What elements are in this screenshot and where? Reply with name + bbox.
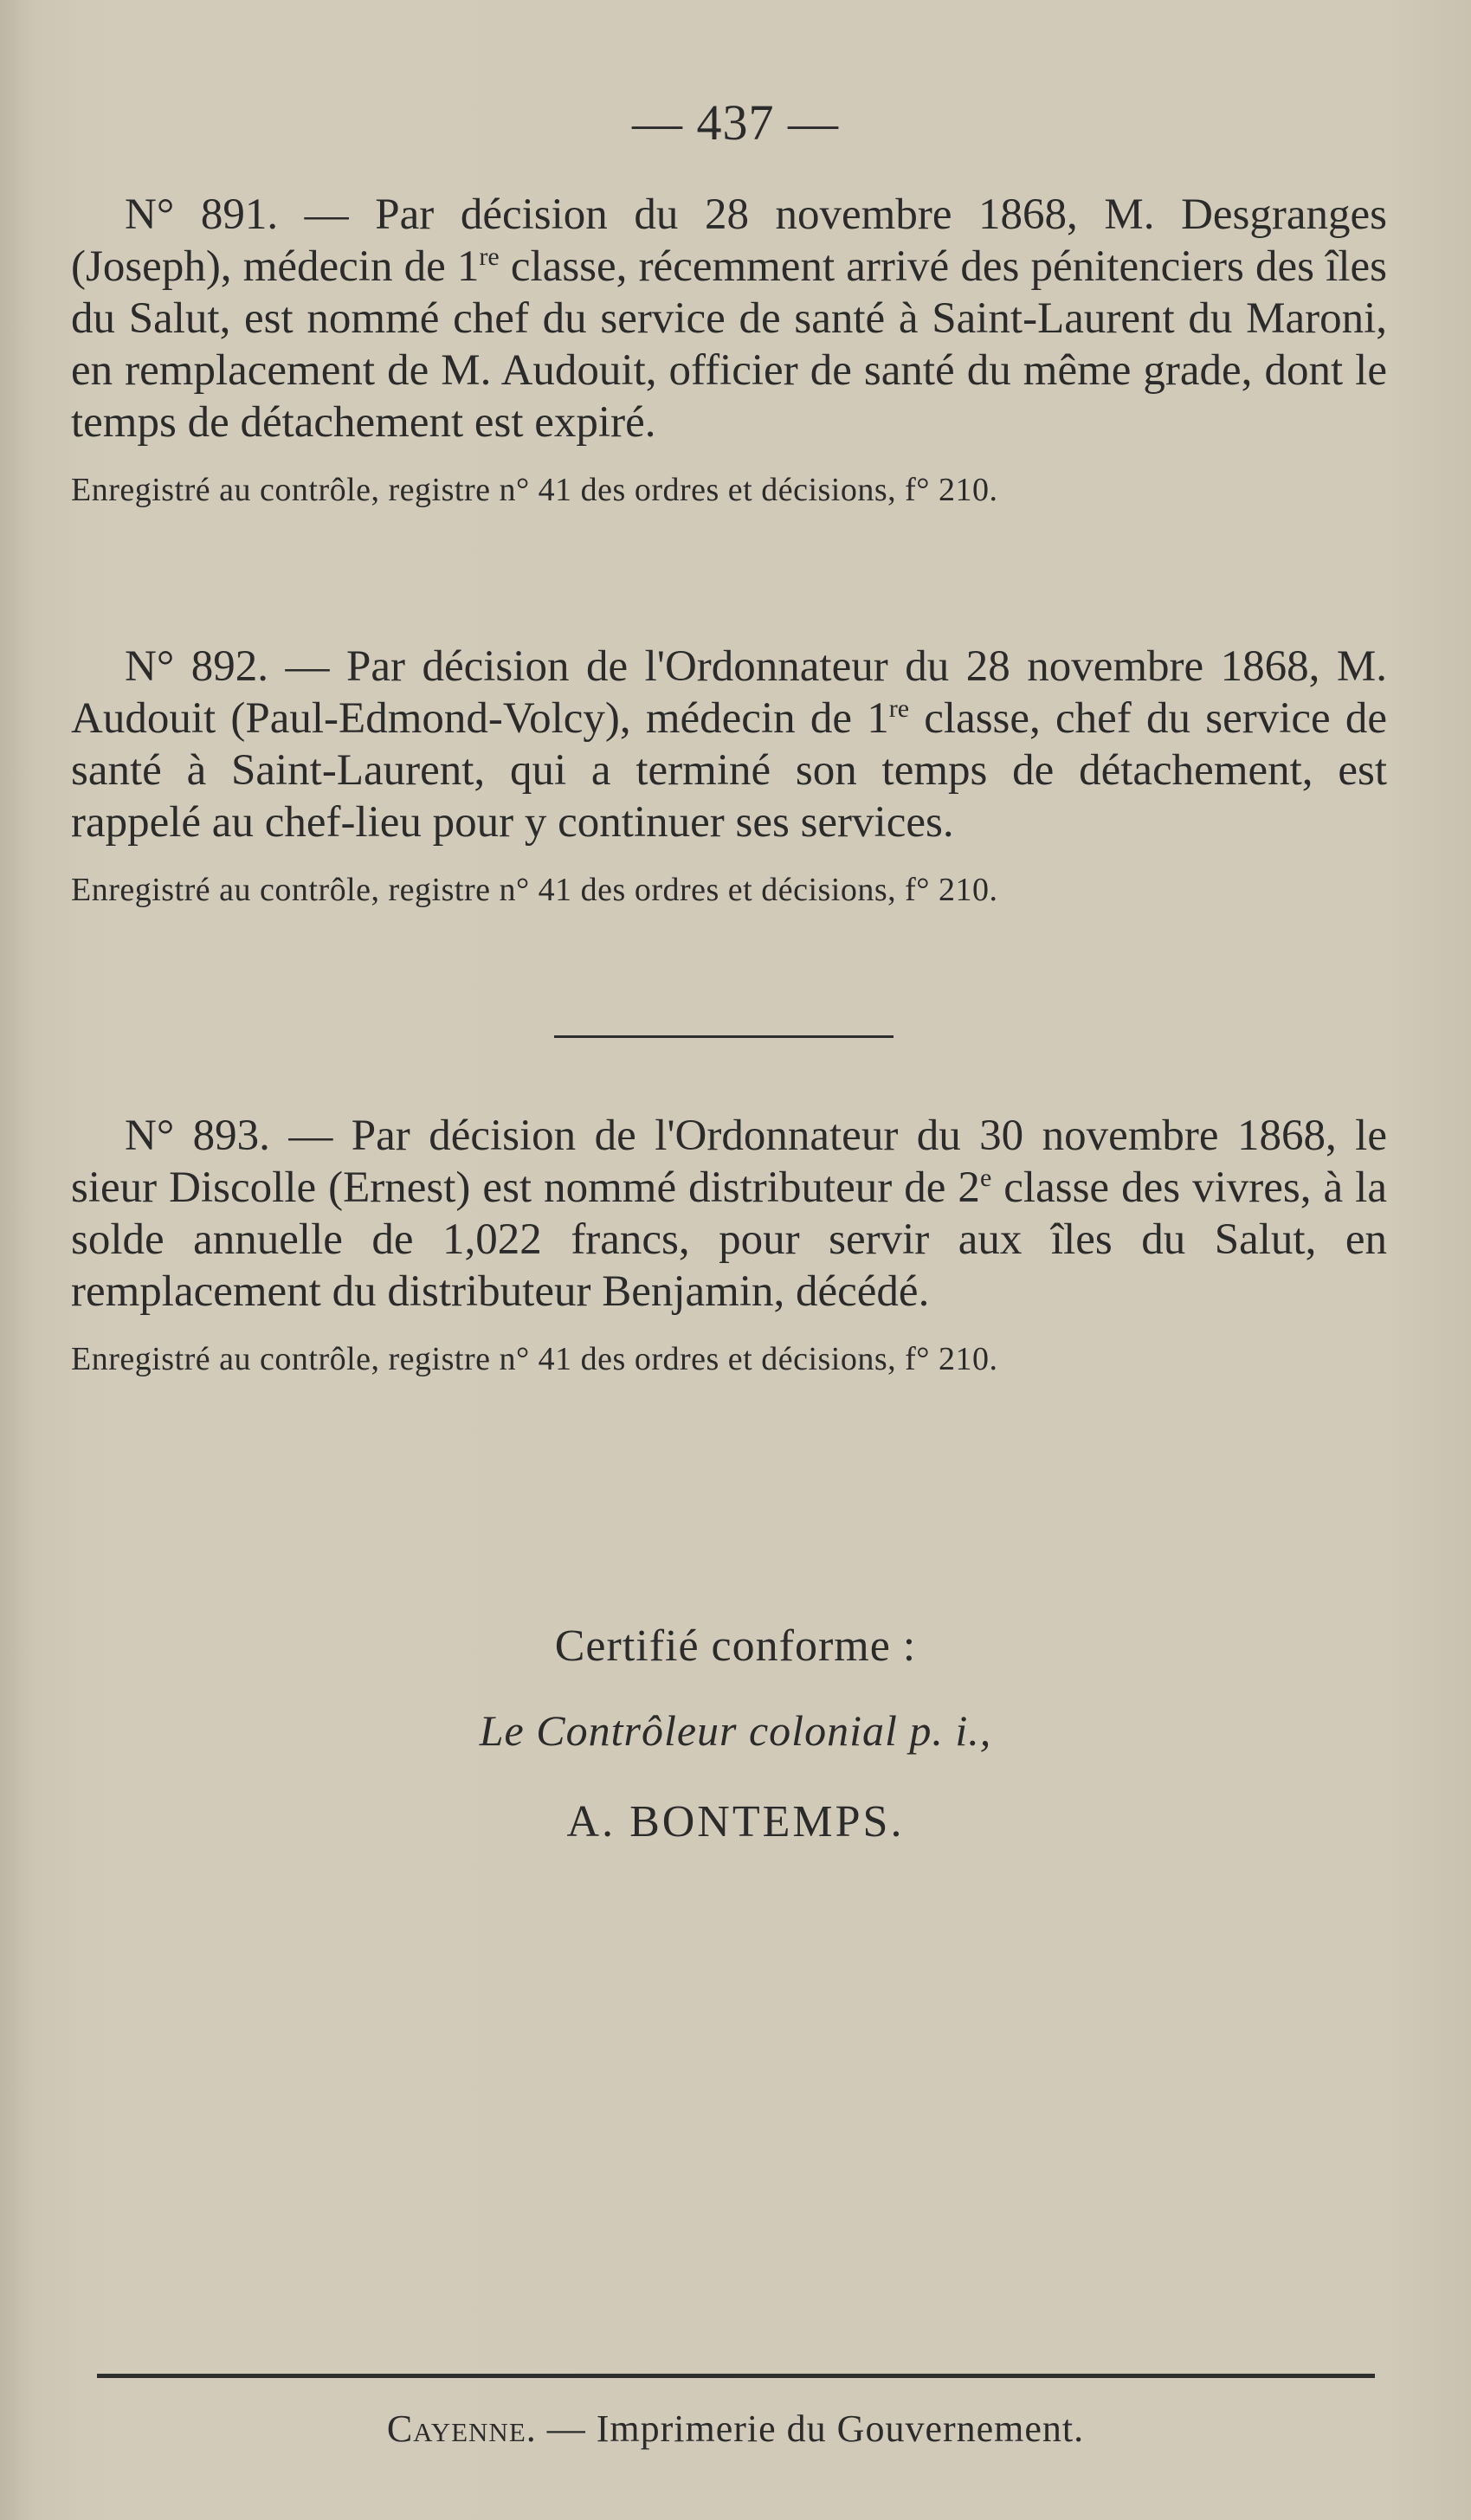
page-number: — 437 —: [632, 94, 839, 151]
footer-rule: [97, 2374, 1375, 2378]
entry-891: [71, 189, 1387, 509]
printer-imprint: [0, 2407, 1471, 2451]
entry-text: — Par décision de l'Ordonnateur du 28 novembre 1868, M. Audouit (Paul-Edmond-Volcy), médecin de 1: [71, 642, 1387, 743]
registration-note: Enregistré au contrôle, registre n° 41 des ordres et décisions, f° 210.: [71, 872, 998, 908]
entry-text-continued: classe des vivres, à la solde annuelle de 1,022 francs, pour servir aux îles du Salut, en remplacement du distributeur Benjamin, décédé.: [71, 1163, 1387, 1316]
entry-number: N° 891.: [125, 190, 279, 239]
section-divider: [554, 1035, 894, 1038]
imprint-printer: — Imprimerie du Gouvernement.: [536, 2407, 1085, 2450]
entry-number: N° 893.: [125, 1112, 270, 1160]
registration-note: Enregistré au contrôle, registre n° 41 des ordres et décisions, f° 210.: [71, 472, 998, 508]
entry-893: [71, 1110, 1387, 1378]
entry-paragraph: [71, 189, 1387, 448]
ordinal-suffix: e: [979, 1163, 992, 1192]
entry-paragraph: [71, 641, 1387, 848]
entry-number: N° 892.: [125, 642, 268, 691]
entry-text: — Par décision du 28 novembre 1868, M. Desgranges (Joseph), médecin de 1: [71, 190, 1387, 291]
entry-text-continued: classe, chef du service de santé à Saint-Laurent, qui a terminé son temps de détachement, est rappelé au chef-lieu pour y continuer ses services.: [71, 694, 1388, 847]
entry-text: — Par décision de l'Ordonnateur du 30 novembre 1868, le sieur Discolle (Ernest) est nommé distributeur de 2: [71, 1112, 1387, 1212]
entry-text-continued: classe, récemment arrivé des pénitenciers des îles du Salut, est nommé chef du service de santé à Saint-Laurent du Maroni, en remplacement de M. Audouit, officier de santé du même grade, dont le temps de détachement est expiré.: [71, 242, 1388, 447]
registration-note: Enregistré au contrôle, registre n° 41 des ordres et décisions, f° 210.: [71, 1341, 998, 1377]
entry-892: [71, 641, 1387, 909]
imprint-city: Cayenne.: [386, 2407, 537, 2450]
ordinal-suffix: re: [479, 242, 500, 271]
entry-paragraph: [71, 1110, 1387, 1318]
certification-heading: Certifié conforme :: [554, 1621, 917, 1671]
certification-signatory: A. BONTEMPS.: [566, 1797, 905, 1846]
ordinal-suffix: re: [888, 694, 910, 723]
certification-title: Le Contrôleur colonial p. i.,: [479, 1706, 992, 1755]
